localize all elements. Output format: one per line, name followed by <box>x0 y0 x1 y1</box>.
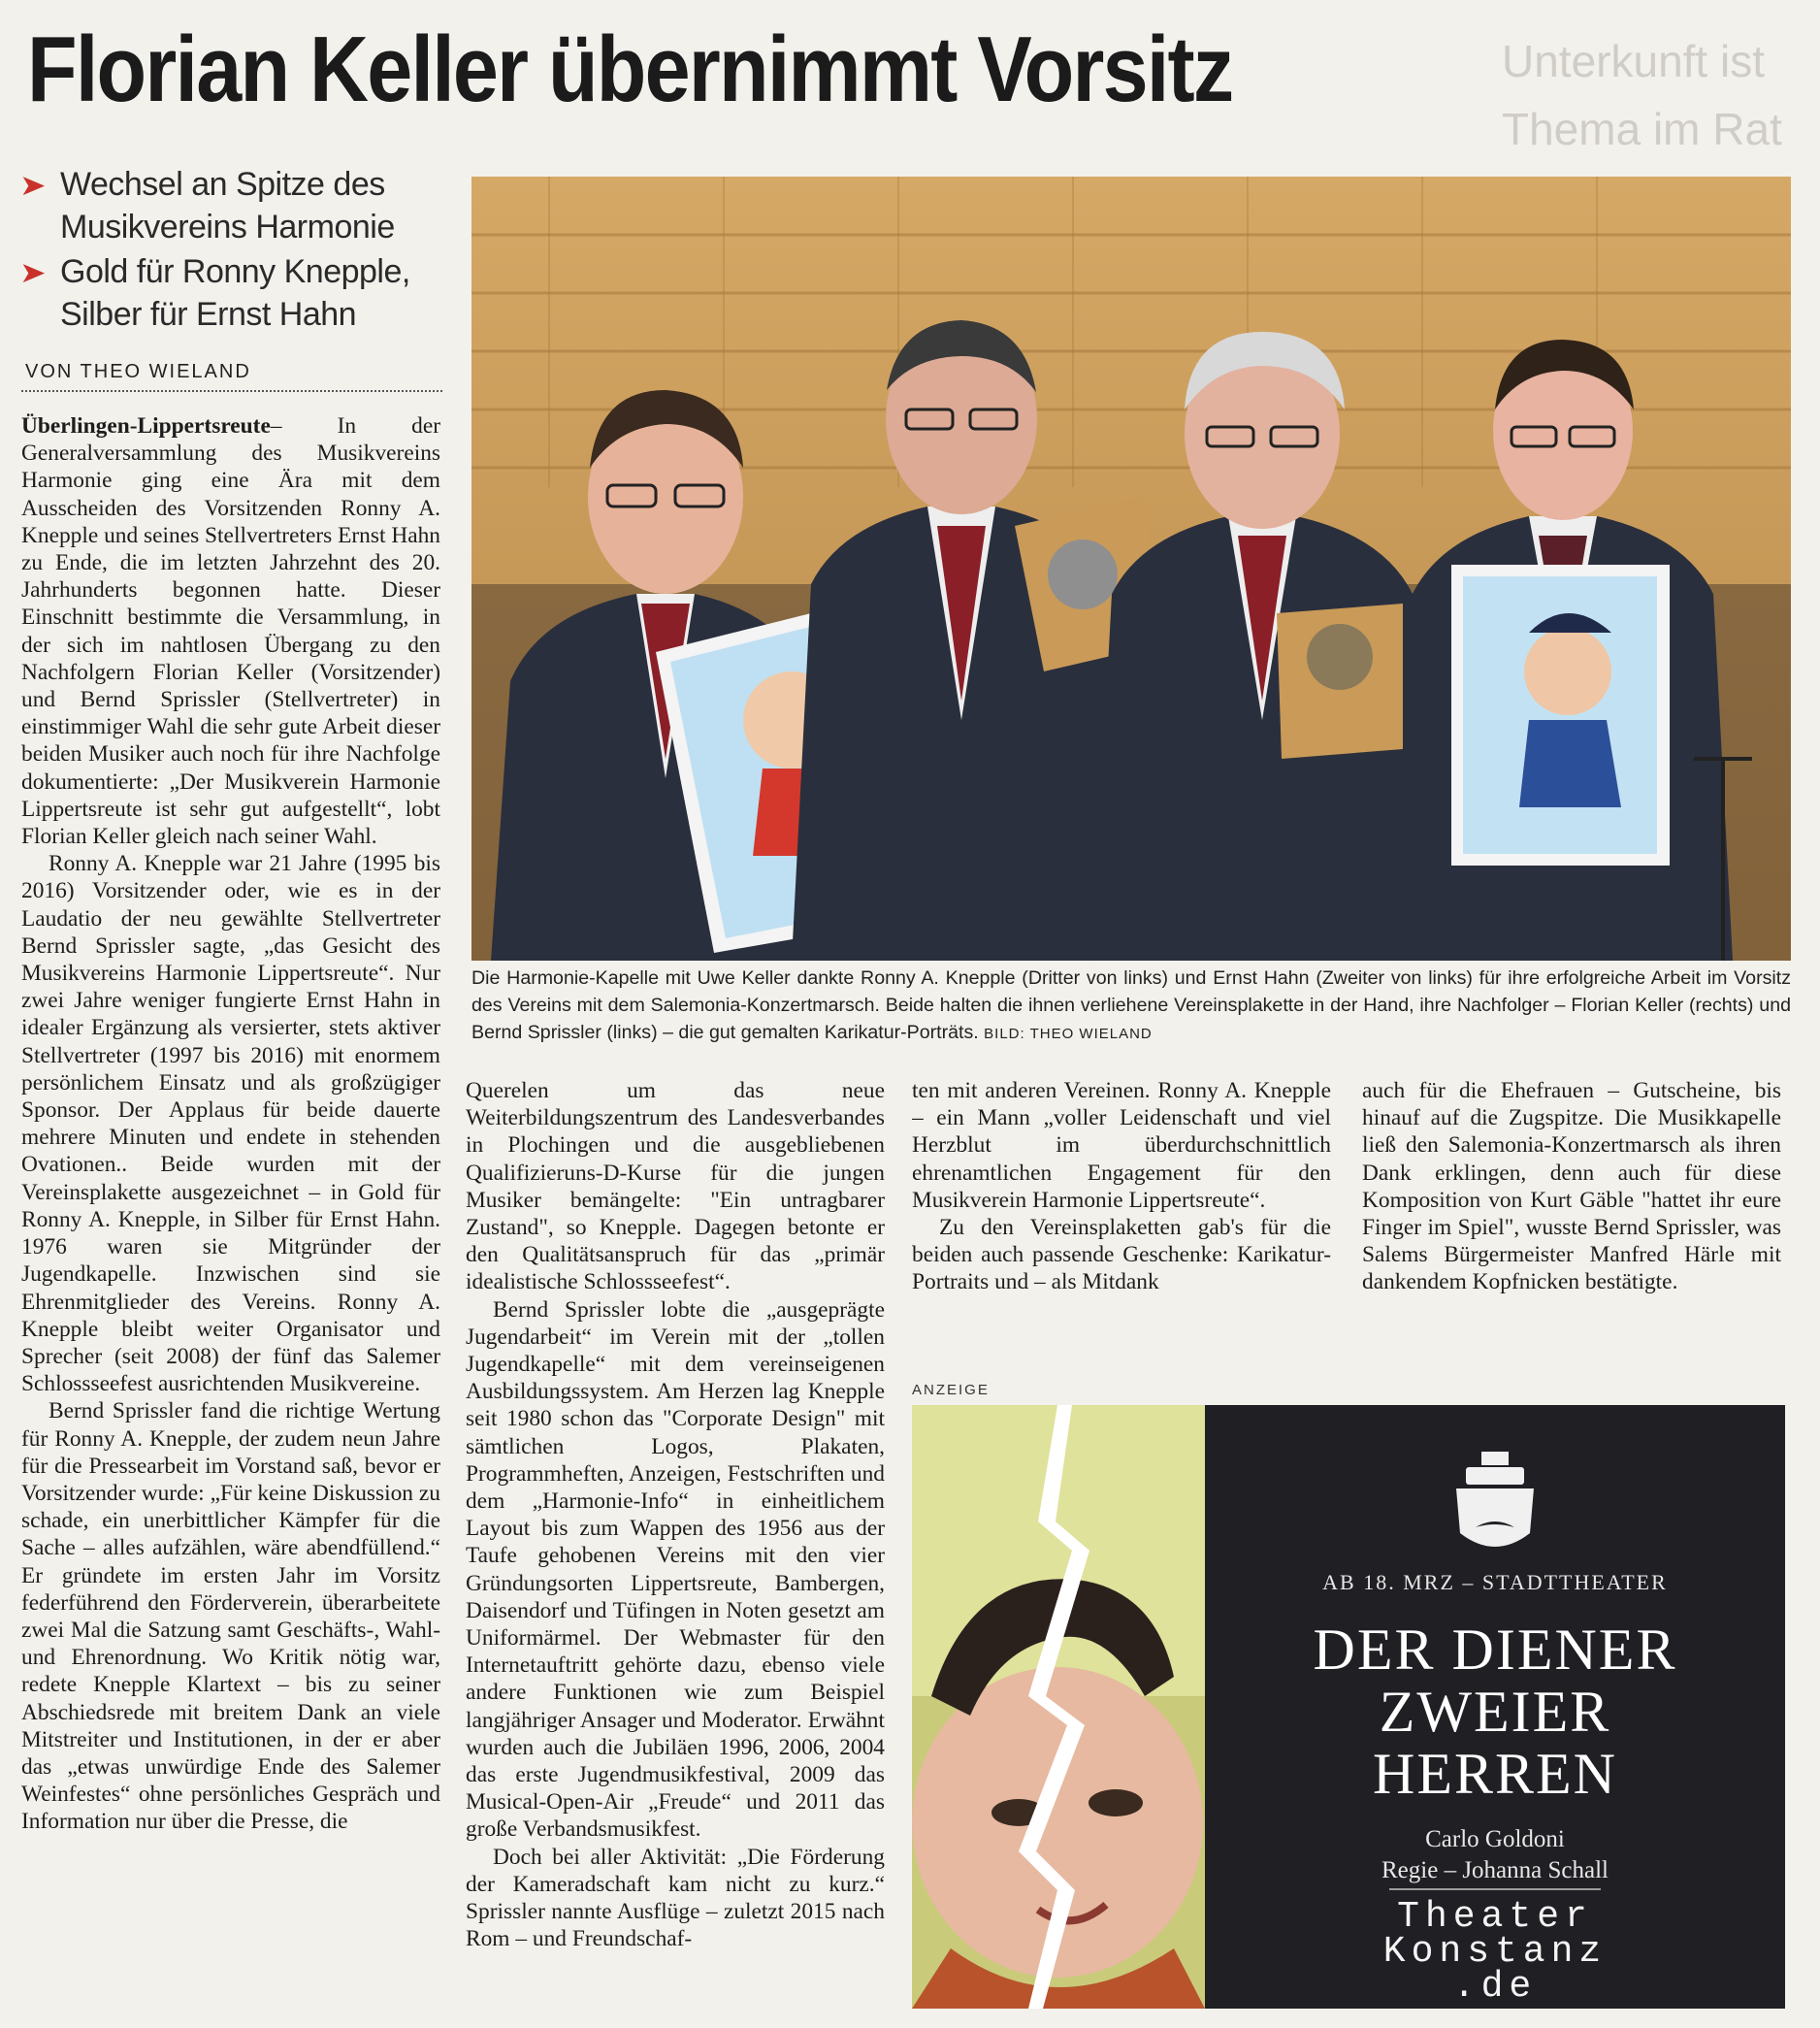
split-face-artwork <box>912 1405 1205 2009</box>
plaque <box>1277 604 1403 759</box>
subheadline-item: ➤ Wechsel an Spitze des Musikvereins Harmonie <box>21 163 448 248</box>
byline: VON THEO WIELAND <box>25 361 251 382</box>
subheadline-item: ➤ Gold für Ronny Knepple, Silber für Ernst Hahn <box>21 250 448 336</box>
body-paragraph: Zu den Vereinsplaketten gab's für die beiden auch passende Geschenke: Karikatur-Portraits und – als Mitdank <box>912 1215 1331 1295</box>
arrow-bullet-icon: ➤ <box>19 257 47 289</box>
ad-divider <box>1389 1888 1601 1890</box>
article-column-2 <box>466 1077 885 2028</box>
show-through-text: Unterkunft ist Thema im Rat <box>1502 36 1782 154</box>
ad-text-panel <box>1205 1405 1785 2009</box>
body-paragraph: auch für die Ehefrauen – Gutscheine, bis hinauf auf die Zugspitze. Die Musikkapelle ließ den Salemonia-Konzertmarsch als ihren Dank erklingen, denn auch für diese Komposition von Kurt Gäble "hattet ihr eure Finger im Spiel", wusste Bernd Sprissler, was Salems Bürgermeister Manfred Härle mit dankendem Kopfnicken bestätigte. <box>1362 1078 1781 1295</box>
theater-mask-logo-icon <box>1446 1444 1544 1560</box>
article-photo <box>471 177 1791 961</box>
ad-artwork <box>912 1405 1205 2009</box>
ad-label: ANZEIGE <box>912 1382 990 1398</box>
arrow-bullet-icon: ➤ <box>19 170 47 202</box>
body-paragraph: ten mit anderen Vereinen. Ronny A. Knepple – ein Mann „voller Leidenschaft und viel Herzblut im überdurchschnittlich ehrenamtlichen Engagement für den Musikverein Harmonie Lippertsreute“. <box>912 1078 1331 1213</box>
ad-date-line: AB 18. MRZ – STADTTHEATER <box>1322 1570 1668 1594</box>
lead-paragraph: Überlingen-Lippertsreute– In der Generalversammlung des Musikvereins Harmonie ging eine Ära mit dem Ausscheiden des Vorsitzenden Ronny A. Knepple und seines Stellvertreters Ernst Hahn zu Ende, die im letzten Jahrzehnt des 20. Jahrhunderts begonnen hatte. Dieser Einschnitt bestimmte die Versammlung, in der sich im nahtlosen Übergang zu den Nachfolgern Florian Keller (Vorsitzender) und Bernd Sprissler (Stellvertreter) in einstimmiger Wahl die sehr gute Arbeit dieser beiden Musiker auch noch für ihre Nachfolge dokumentierte: „Der Musikverein Harmonie Lippertsreute ist sehr gut aufgestellt“, lobt Florian Keller gleich nach seiner Wahl. <box>21 413 440 850</box>
article-column-4 <box>1362 1077 1781 1368</box>
headline: Florian Keller übernimmt Vorsitz <box>27 17 1233 121</box>
caricature-portrait <box>1451 565 1670 866</box>
article-column-1 <box>21 412 440 2023</box>
body-paragraph: Querelen um das neue Weiterbildungszentrum des Landesverbandes in Plochingen und die ausgebliebenen Qualifizieruns-D-Kurse für die jungen Musiker bemängelte: "Ein untragbarer Zustand", so Knepple. Dagegen betonte er den Qualitätsanspruch für das „primär idealistische Schlossseefest“. <box>466 1078 885 1295</box>
group-photo-illustration <box>471 177 1791 961</box>
article-column-3 <box>912 1077 1331 1368</box>
theater-konstanz-logo[interactable]: Theater Konstanz .de <box>1382 1896 1608 2008</box>
body-paragraph: Bernd Sprissler fand die richtige Wertung für Ronny A. Knepple, der zudem neun Jahre für die Pressearbeit im Vorstand saß, bevor er Vorsitzender wurde: „Für keine Diskussion zu schade, ein unerbittlicher Kämpfer für die Sache – alles aufzählen, wäre abendfüllend.“ Er gründete im ersten Jahr im Vorsitz federführend den Förderverein, überarbeitete zwei Mal die Satzung samt Geschäfts-, Wahl- und Ehrenordnung. Wo Kritik nötig war, redete Knepple Klartext – bis zu seiner Abschiedsrede mit breitem Dank an viele Mitstreiter und Institutionen, in der er aber das „etwas unwürdige Ende des Salemer Weinfestes“ ohne persönliches Gespräch und Information nur über die Presse, die <box>21 1398 440 1835</box>
ad-credits: Carlo Goldoni Regie – Johanna Schall <box>1381 1826 1609 1883</box>
photo-credit: BILD: THEO WIELAND <box>984 1026 1153 1042</box>
byline-divider <box>21 390 442 392</box>
theater-advertisement[interactable] <box>912 1405 1785 2009</box>
subheadline-list <box>21 163 448 338</box>
body-paragraph: Ronny A. Knepple war 21 Jahre (1995 bis 2016) Vorsitzender oder, wie es in der Laudatio der neu gewählte Stellvertreter Bernd Sprissler sagte, „das Gesicht des Musikvereins Harmonie Lippertsreute“. Nur zwei Jahre weniger fungierte Ernst Hahn in idealer Ergänzung als versierter, stets aktiver Stellvertreter (1997 bis 2016) mit enormem persönlichem Einsatz und als großzügiger Sponsor. Der Applaus für beide dauerte mehrere Minuten und endete in stehenden Ovationen.. Beide wurden mit der Vereinsplakette ausgezeichnet – in Gold für Ronny A. Knepple, in Silber für Ernst Hahn. 1976 waren sie Mitgründer der Jugendkapelle. Inzwischen sind sie Ehrenmitglieder des Vereins. Ronny A. Knepple bleibt weiter Organisator und Sprecher (seit 2008) der fünf das Salemer Schlossseefest ausrichtenden Musikvereine. <box>21 851 440 1397</box>
dateline: Überlingen-Lippertsreute <box>21 413 271 439</box>
body-paragraph: Doch bei aller Aktivität: „Die Förderung der Kameradschaft kam nicht zu kurz.“ Sprissler nannte Ausflüge – zuletzt 2015 nach Rom – und Freundschaf- <box>466 1844 885 1952</box>
ad-play-title: DER DIENER ZWEIER HERREN <box>1313 1618 1677 1806</box>
photo-caption: Die Harmonie-Kapelle mit Uwe Keller dankte Ronny A. Knepple (Dritter von links) und Ernst Hahn (Zweiter von links) für ihre erfolgreiche Arbeit im Vorsitz des Vereins mit dem Salemonia-Konzertmarsch. Beide halten die ihnen verliehene Vereinsplakette in der Hand, ihre Nachfolger – Florian Keller (rechts) und Bernd Sprissler (links) – die gut gemalten Karikatur-Porträts. BILD: THEO WIELAND <box>471 967 1791 1043</box>
body-paragraph: Bernd Sprissler lobte die „ausgeprägte Jugendarbeit“ im Verein mit der „tollen Jugendkapelle“ mit dem vereinseigenen Ausbildungssystem. Am Herzen lag Knepple seit 1980 schon das "Corporate Design" mit sämtlichen Logos, Plakaten, Programmheften, Anzeigen, Festschriften und dem „Harmonie-Info“ in einheitlichem Layout bis zum Wappen des 1956 aus der Taufe gehobenen Vereins mit den vier Gründungsorten Lippertsreute, Bambergen, Daisendorf und Tüfingen in Noten gesetzt am Uniformärmel. Der Webmaster für den Internetauftritt gehörte dazu, ebenso viele andere Funktionen wie zum Beispiel langjähriger Ansager und Moderator. Erwähnt wurden auch die Jubiläen 1996, 2006, 2004 das erste Jugendmusikfestival, 2009 das Musical-Open-Air „Freude“ und 2011 das große Verbandsmusikfest. <box>466 1296 885 1843</box>
